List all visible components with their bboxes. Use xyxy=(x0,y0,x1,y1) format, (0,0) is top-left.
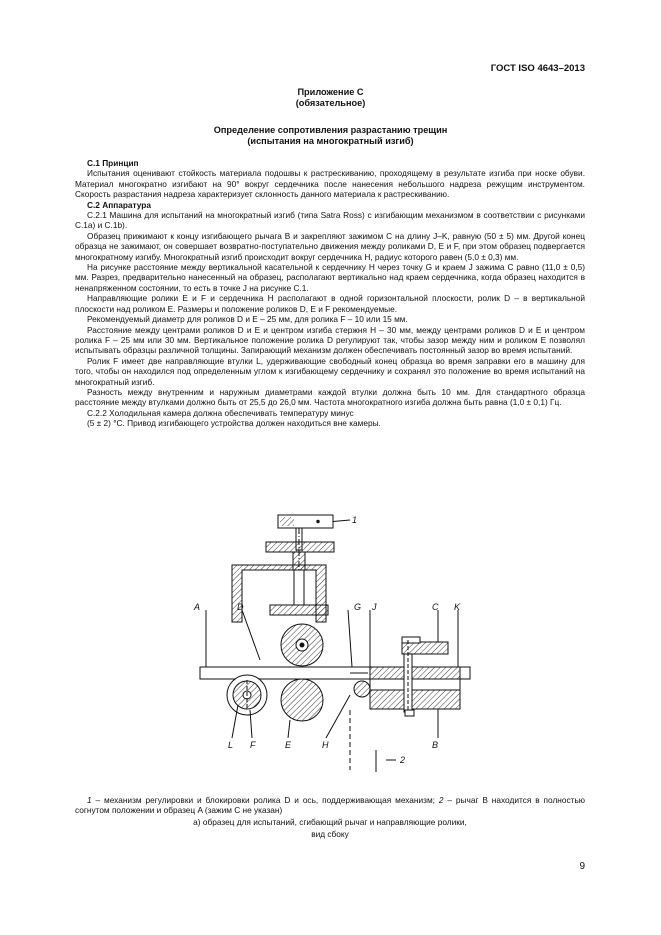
figure-caption: а) образец для испытаний, сгибающий рычаг и направляющие ролики, xyxy=(193,817,467,827)
label-e: E xyxy=(285,740,292,750)
main-text xyxy=(75,158,585,429)
label-j: J xyxy=(372,602,377,612)
label-k: K xyxy=(454,602,461,612)
label-d: D xyxy=(237,602,244,612)
paragraph-bushings: Ролик F имеет две направляющие втулки L, удерживающие свободный конец образца во время заправки его в машину для того, чтобы он находился под определенным углом к изгибающему сердечнику и сохранял это положение во время испытаний на многократный изгиб. xyxy=(75,355,585,387)
paragraph-diameter: Рекомендуемый диаметр для роликов D и E – 25 мм, для ролика F – 10 или 15 мм. xyxy=(87,314,408,325)
section-c1-text: Испытания оценивают стойкость материала подошвы к растрескиванию, проходящему в результате изгиба при носке обуви. Материал многократно изгибают на 90° вокруг сердечника после нанесения небольшого надреза режущим инструментом. Скорость разрастания надреза характеризует склонность данного материала к растрескиванию. xyxy=(75,168,585,200)
legend-num-1: 1 xyxy=(87,795,92,805)
clamp-c xyxy=(402,642,448,654)
label-2: 2 xyxy=(400,755,406,765)
paragraph-temperature: (5 ± 2) °С. Привод изгибающего устройства должен находиться вне камеры. xyxy=(87,418,381,429)
legend-text-2: – рычаг B находится в полностью согнутом положении и образец A (зажим C не указан) xyxy=(75,795,585,816)
annex-status: (обязательное) xyxy=(295,98,366,108)
paragraph-c22: С.2.2 Холодильная камера должна обеспечивать температуру минус xyxy=(87,407,354,418)
figure-view: вид сбоку xyxy=(311,829,349,839)
paragraph-c21: С.2.1 Машина для испытаний на многократный изгиб (типа Satra Ross) с изгибающим механизмом в соответствии с рисунками С.1а) и С.1b). xyxy=(75,210,585,231)
paragraph-specimen: Образец прижимают к концу изгибающего рычага В и закрепляют зажимом С на длину J–K, равную (50 ± 5) мм. Другой конец образца не зажимают, он совершает возвратно-поступательно движения между роликами D, E и F, при этом образец подвергается многократному изгибу. Многократный изгиб происходит вокруг сердечника H, радиус которого равен (5,0 ± 0,3) мм. xyxy=(75,230,585,262)
label-f: F xyxy=(250,740,256,750)
paragraph-frequency: Разность между внутренним и наружным диаметрами каждой втулки должна быть 10 мм. Для стандартного образца расстояние между втулками должно быть от 25,5 до 26,0 мм. Частота многократного изгиба должна быть равна (1,0 ± 0,1) Гц. xyxy=(75,386,585,408)
annex-heading-line1: Определение сопротивления разрастанию трещин xyxy=(213,125,448,135)
label-b: B xyxy=(432,740,439,750)
section-c1-title: C.1 Принцип xyxy=(87,158,139,168)
label-h: H xyxy=(322,740,329,750)
label-l: L xyxy=(228,740,234,750)
figure-legend xyxy=(75,795,585,816)
label-c: C xyxy=(432,602,439,612)
roller-e xyxy=(281,679,323,721)
section-c2-title: C.2 Аппаратура xyxy=(87,199,151,210)
paragraph-centers: Расстояние между центрами роликов D и E и центром изгиба стержня H – 30 мм, между центрами роликов D и E и центром ролика F – 25 мм или 30 мм. Вертикальное положение ролика D регулируют так, чтобы зазор между ним и роликом E позволял испытывать образцы различной толщины. Запирающий механизм должен обеспечивать постоянный зазор во время испытаний. xyxy=(75,324,585,356)
legend-num-2: 2 xyxy=(438,795,444,805)
page-number: 9 xyxy=(579,861,585,872)
mandrel-h xyxy=(354,681,370,697)
label-a: A xyxy=(194,602,201,612)
paragraph-rollers: Направляющие ролики E и F и сердечника H располагают в одной горизонтальной плоскости, ролик D – в вертикальной плоскости над роликом E. Размеры и положение роликов D, E и F рекомендуемые. xyxy=(75,293,585,314)
annex-heading-line2: (испытания на многократный изгиб) xyxy=(247,136,414,146)
bending-mechanism-figure xyxy=(190,510,480,785)
paragraph-distance: На рисунке расстояние между вертикальной касательной к сердечнику H через точку G и краем J зажима C равно (11,0 ± 0,5) мм. Разрез, предварительно нанесенный на образец, располагают вертикально над краем сердечника, когда образец находится в ненапряженном состоянии, то есть в точке J на рисунке C.1. xyxy=(75,262,585,293)
legend-text-1: – механизм регулировки и блокировки ролика D и ось, поддерживающая механизм; xyxy=(91,795,439,805)
standard-header: ГОСТ ISO 4643–2013 xyxy=(490,63,585,74)
label-1: 1 xyxy=(352,515,358,525)
label-g: G xyxy=(354,602,362,612)
annex-title: Приложение C xyxy=(297,87,364,97)
